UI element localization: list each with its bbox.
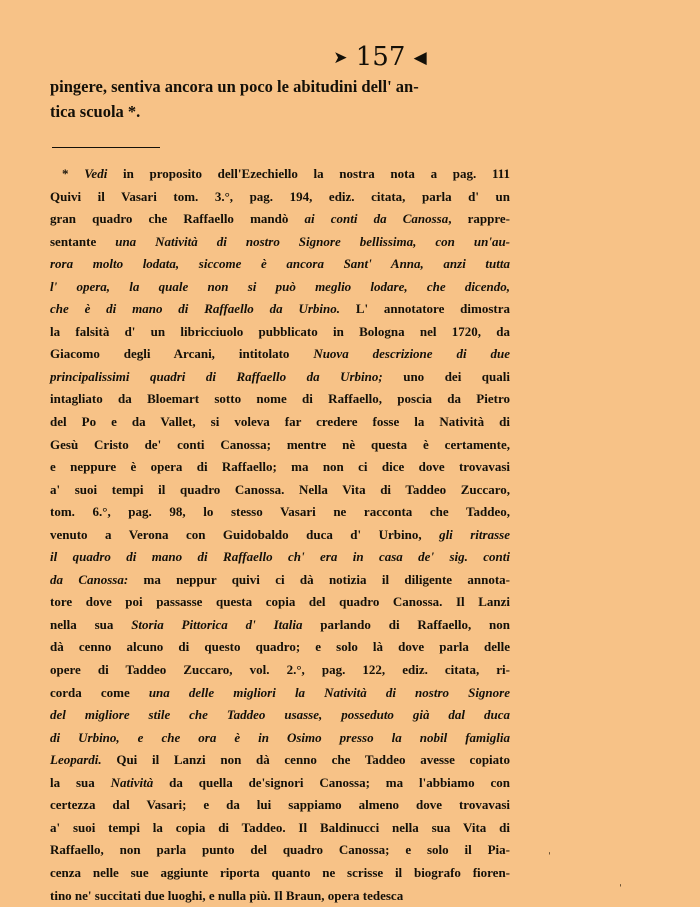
margin-mark: ˈ (548, 852, 551, 863)
footnote-line (50, 208, 510, 231)
footnote-line (50, 636, 510, 659)
footnote-italic-text: il quadro di mano di Raffaello ch' era in casa de' sig. conti (50, 549, 510, 564)
footnote-line (50, 186, 510, 209)
footnote-text: a' suoi tempi il quadro Canossa. Nella Vita di Taddeo Zuccaro, (50, 482, 510, 497)
footnote-line (50, 321, 510, 344)
footnote-line (50, 659, 510, 682)
footnote-line (50, 772, 510, 795)
footnote-line (50, 163, 510, 186)
footnote-text: certezza dal Vasari; e da lui sappiamo almeno dove trovavasi (50, 797, 510, 812)
footnote-italic-text: Nuova descrizione di due (313, 346, 510, 361)
footnote-italic-text: una delle migliori la Natività di nostro Signore (149, 685, 510, 700)
footnote-text: Quivi il Vasari tom. 3.°, pag. 194, ediz. citata, parla d' un (50, 189, 510, 204)
footnote-line (50, 456, 510, 479)
footnote-line (50, 298, 510, 321)
footnote-italic-text: l' opera, la quale non si può meglio lodare, che dicendo, (50, 279, 510, 294)
footnote-text: del Po e da Vallet, si voleva far credere fosse la Natività di (50, 414, 510, 429)
footnote-line (50, 569, 510, 592)
footnote-line (50, 862, 510, 885)
footnote-text: cenza nelle sue aggiunte riporta quanto ne scrisse il biografo fioren- (50, 865, 510, 880)
footnote-italic-text: Leopardi. (50, 752, 102, 767)
footnote-text: opere di Taddeo Zuccaro, vol. 2.°, pag. 122, ediz. citata, ri- (50, 662, 510, 677)
footnote-text: tom. 6.°, pag. 98, lo stesso Vasari ne racconta che Taddeo, (50, 504, 510, 519)
footnote-text: Raffaello, non parla punto del quadro Canossa; e solo il Pia- (50, 842, 510, 857)
main-text-line: tica scuola *. (50, 99, 510, 124)
footnote-text: * (62, 166, 84, 181)
footnote-italic-text: Vedi (84, 166, 107, 181)
footnote-text: tore dove poi passasse questa copia del quadro Canossa. Il Lanzi (50, 594, 510, 609)
footnote-line (50, 839, 510, 862)
footnote-text: parlando di Raffaello, non (302, 617, 510, 632)
footnote-line (50, 524, 510, 547)
footnote-text: dà cenno alcuno di questo quadro; e solo là dove parla delle (50, 639, 510, 654)
left-pointer-ornament: ◀ (414, 48, 427, 68)
footnote-text: la sua (50, 775, 111, 790)
footnote-line (50, 366, 510, 389)
footnote-line (50, 231, 510, 254)
footnote-text: da quella de'signori Canossa; ma l'abbiamo con (153, 775, 510, 790)
page-number: 157 (356, 42, 406, 72)
footnote-text: ma neppur quivi ci dà notizia il diligente annota- (128, 572, 510, 587)
footnote-italic-text: principalissimi quadri di Raffaello da Urbino; (50, 369, 383, 384)
footnote-text: uno dei quali (383, 369, 510, 384)
footnote-line (50, 546, 510, 569)
footnote-text: nella sua (50, 617, 131, 632)
footnote-line (50, 591, 510, 614)
footnote-text: L' annotatore dimostra (340, 301, 510, 316)
footnote-text: a' suoi tempi la copia di Taddeo. Il Baldinucci nella sua Vita di (50, 820, 510, 835)
footnote-text: sentante (50, 234, 115, 249)
footnote-separator (52, 147, 160, 148)
footnote-text: in proposito dell'Ezechiello la nostra nota a pag. 111 (107, 166, 510, 181)
footnote-line (50, 727, 510, 750)
right-pointer-ornament: ➤ (333, 48, 347, 68)
footnote-text: Giacomo degli Arcani, intitolato (50, 346, 313, 361)
footnote-line (50, 682, 510, 705)
footnote-line (50, 614, 510, 637)
footnote-text: Qui il Lanzi non dà cenno che Taddeo avesse copiato (102, 752, 510, 767)
footnote-italic-text: ai conti da Canossa (304, 211, 448, 226)
footnote-text: , rappre- (448, 211, 510, 226)
footnote-text: tino ne' succitati due luoghi, e nulla più. Il Braun, opera tedesca (50, 888, 403, 903)
footnote-text: venuto a Verona con Guidobaldo duca d' Urbino, (50, 527, 439, 542)
footnote-line (50, 794, 510, 817)
footnote-line (50, 253, 510, 276)
margin-mark: ˈ (619, 884, 622, 895)
footnote-line (50, 276, 510, 299)
footnote-text: e neppure è opera di Raffaello; ma non ci dice dove trovavasi (50, 459, 510, 474)
main-text (50, 74, 510, 124)
footnote-italic-text: gli ritrasse (439, 527, 510, 542)
footnote-italic-text: del migliore stile che Taddeo usasse, posseduto già dal duca (50, 707, 510, 722)
footnote-line (50, 885, 510, 907)
footnote-italic-text: una Natività di nostro Signore bellissima, con un'au- (115, 234, 510, 249)
footnote-line (50, 388, 510, 411)
footnote-italic-text: Storia Pittorica d' Italia (131, 617, 302, 632)
footnote-text: corda come (50, 685, 149, 700)
footnote-line (50, 411, 510, 434)
footnote-italic-text: da Canossa: (50, 572, 128, 587)
footnote-text: la falsità d' un libricciuolo pubblicato in Bologna nel 1720, da (50, 324, 510, 339)
footnote-line (50, 704, 510, 727)
footnote-italic-text: Natività (111, 775, 154, 790)
footnote (50, 163, 510, 907)
page-header (0, 42, 700, 73)
footnote-text: gran quadro che Raffaello mandò (50, 211, 304, 226)
footnote-italic-text: rora molto lodata, siccome è ancora Sant' Anna, anzi tutta (50, 256, 510, 271)
main-text-line: pingere, sentiva ancora un poco le abitudini dell' an- (50, 74, 510, 99)
footnote-text: Gesù Cristo de' conti Canossa; mentre nè questa è certamente, (50, 437, 510, 452)
footnote-line (50, 434, 510, 457)
footnote-italic-text: di Urbino, e che ora è in Osimo presso la nobil famiglia (50, 730, 510, 745)
footnote-line (50, 501, 510, 524)
footnote-italic-text: che è di mano di Raffaello da Urbino. (50, 301, 340, 316)
footnote-text: intagliato da Bloemart sotto nome di Raffaello, poscia da Pietro (50, 391, 510, 406)
footnote-line (50, 343, 510, 366)
footnote-line (50, 817, 510, 840)
footnote-line (50, 749, 510, 772)
footnote-line (50, 479, 510, 502)
